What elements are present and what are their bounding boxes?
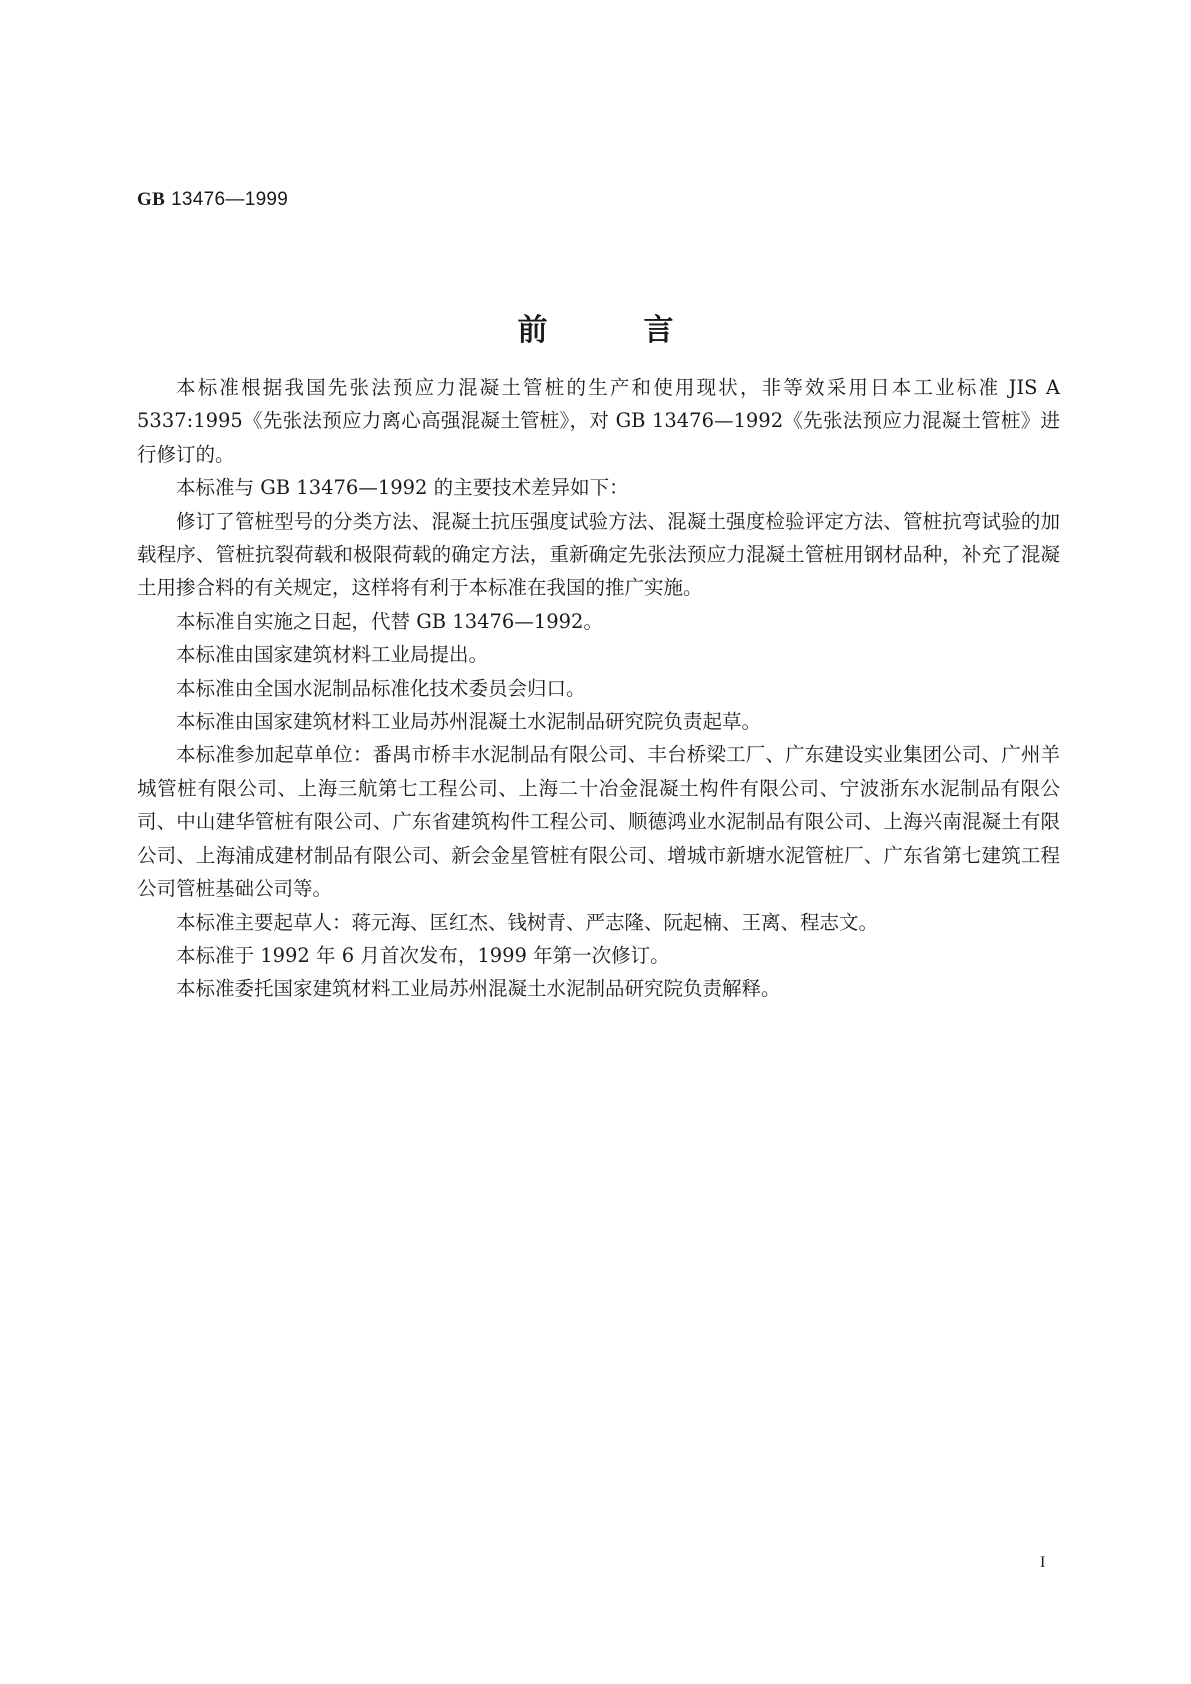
- paragraph-drafter: 本标准由国家建筑材料工业局苏州混凝土水泥制品研究院负责起草。: [176, 710, 762, 734]
- page-number: I: [1040, 1554, 1046, 1571]
- paragraph-replacement: 本标准自实施之日起，代替 GB 13476—1992。: [176, 609, 603, 633]
- paragraph-committee: 本标准由全国水泥制品标准化技术委员会归口。: [176, 676, 586, 700]
- title-char-2: 言: [643, 313, 674, 348]
- standard-code: [137, 189, 288, 211]
- foreword-body: [137, 371, 1060, 1006]
- paragraph-differences-intro: 本标准与 GB 13476—1992 的主要技术差异如下：: [176, 476, 629, 500]
- paragraph-participants: 本标准参加起草单位：番禺市桥丰水泥制品有限公司、丰台桥梁工厂、广东建设实业集团公司、广州羊城管桩有限公司、上海三航第七工程公司、上海二十冶金混凝土构件有限公司、宁波浙东水泥制品有限公司、中山建华管桩有限公司、广东省建筑构件工程公司、顺德鸿业水泥制品有限公司、上海兴南混凝土有限公司、上海浦成建材制品有限公司、新会金星管桩有限公司、增城市新塘水泥管桩厂、广东省第七建筑工程公司管桩基础公司等。: [137, 743, 1060, 901]
- paragraph-interpretation: 本标准委托国家建筑材料工业局苏州混凝土水泥制品研究院负责解释。: [176, 977, 781, 1001]
- page-title: [0, 305, 1191, 349]
- standard-number: 13476—1999: [171, 189, 289, 210]
- paragraph-history: 本标准于 1992 年 6 月首次发布，1999 年第一次修订。: [176, 943, 670, 967]
- title-char-1: 前: [517, 313, 548, 348]
- paragraph-proposer: 本标准由国家建筑材料工业局提出。: [176, 643, 489, 667]
- paragraph-differences: 修订了管桩型号的分类方法、混凝土抗压强度试验方法、混凝土强度检验评定方法、管桩抗弯试验的加载程序、管桩抗裂荷载和极限荷载的确定方法，重新确定先张法预应力混凝土管桩用钢材品种，补充了混凝土用掺合料的有关规定，这样将有利于本标准在我国的推广实施。: [137, 509, 1060, 600]
- standard-prefix: GB: [137, 189, 166, 210]
- paragraph-authors: 本标准主要起草人：蒋元海、匡红杰、钱树青、严志隆、阮起楠、王离、程志文。: [176, 910, 879, 934]
- paragraph-basis: 本标准根据我国先张法预应力混凝土管桩的生产和使用现状，非等效采用日本工业标准 JIS A 5337:1995《先张法预应力离心高强混凝土管桩》，对 GB 13476—1992《先张法预应力混凝土管桩》进行修订的。: [137, 376, 1060, 466]
